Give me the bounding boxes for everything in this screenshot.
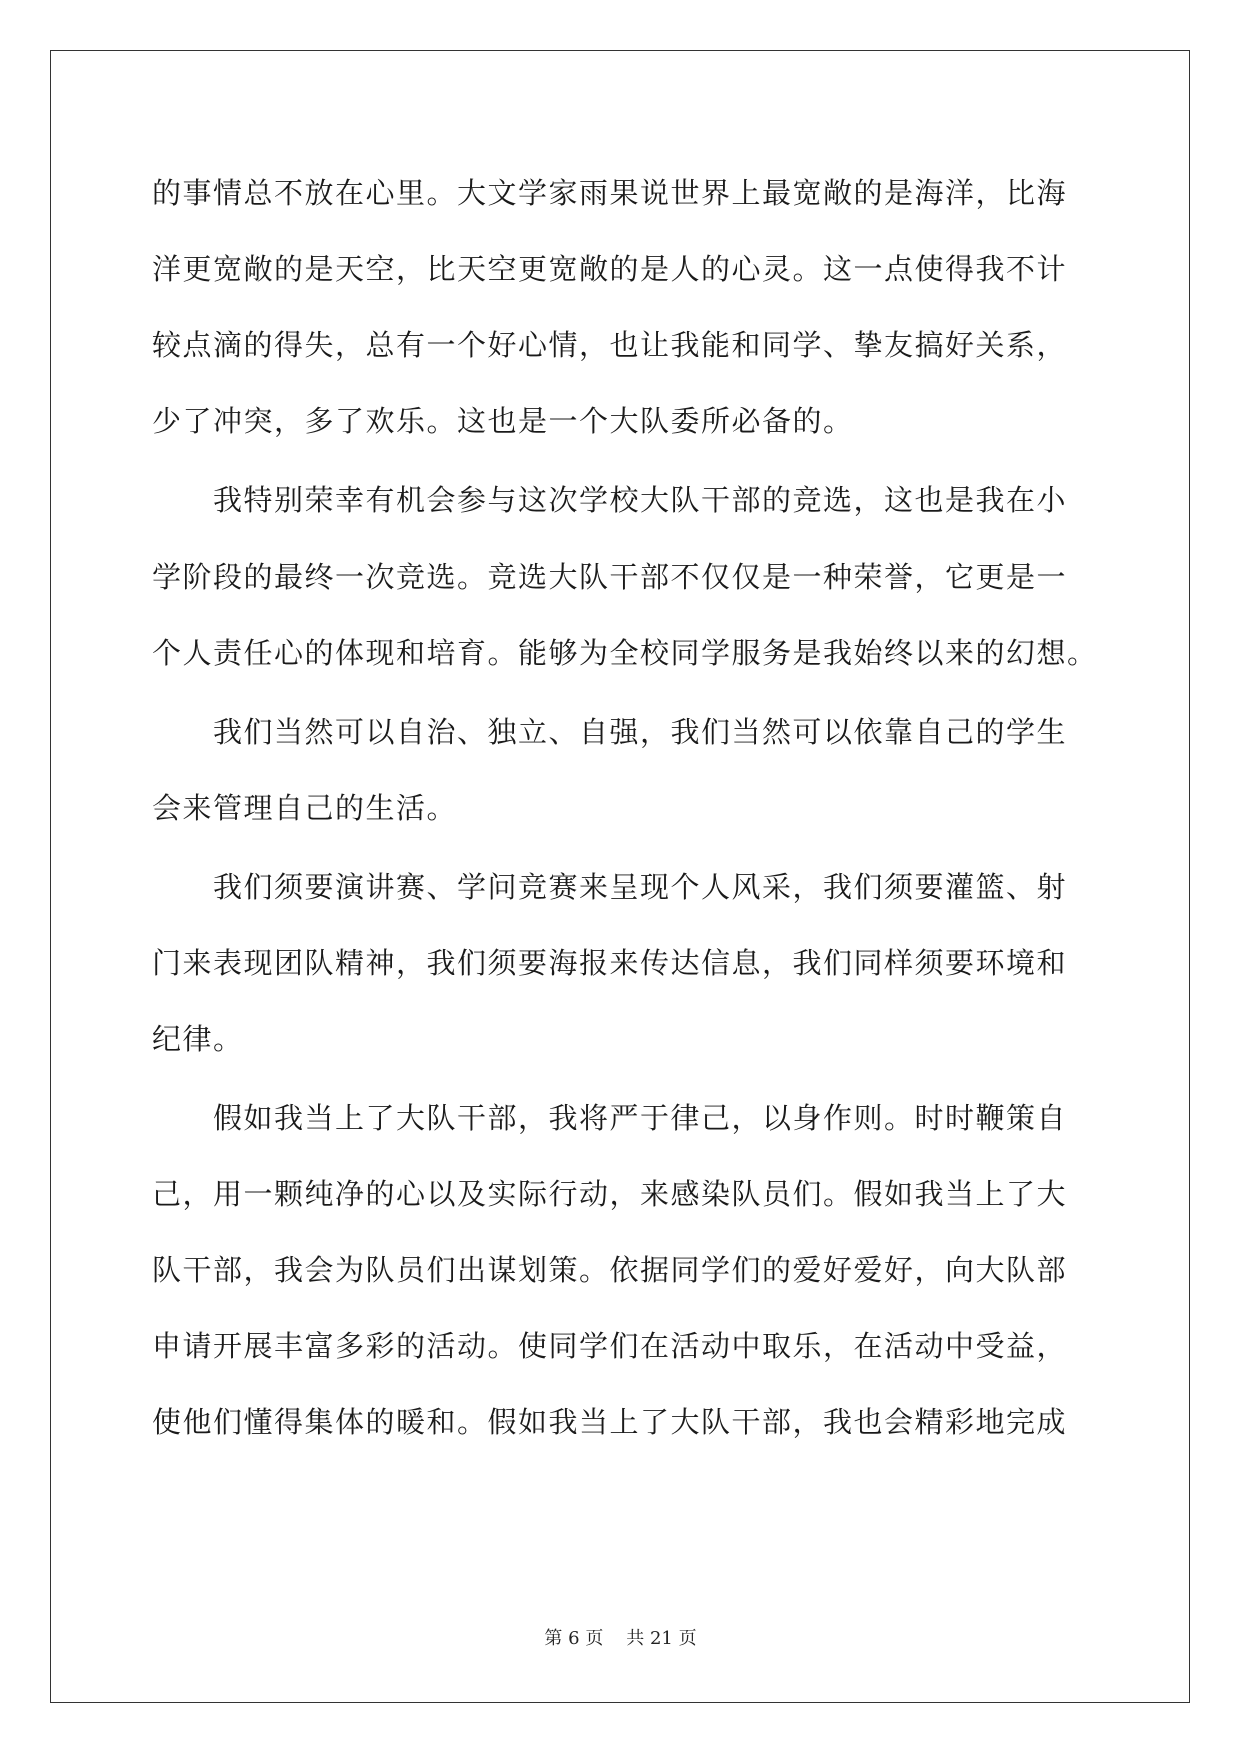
- text-line: 洋更宽敞的是天空，比天空更宽敞的是人的心灵。这一点使得我不计: [152, 252, 1068, 286]
- text-line: 门来表现团队精神，我们须要海报来传达信息，我们同样须要环境和: [152, 946, 1068, 980]
- text-line: 申请开展丰富多彩的活动。使同学们在活动中取乐，在活动中受益，: [152, 1329, 1068, 1363]
- text-line: 我们当然可以自治、独立、自强，我们当然可以依靠自己的学生: [152, 715, 1068, 749]
- text-line: 的事情总不放在心里。大文学家雨果说世界上最宽敞的是海洋，比海: [152, 176, 1068, 210]
- text-line: 个人责任心的体现和培育。能够为全校同学服务是我始终以来的幻想。: [152, 636, 1098, 670]
- text-line: 我特别荣幸有机会参与这次学校大队干部的竞选，这也是我在小: [152, 483, 1068, 517]
- text-line: 假如我当上了大队干部，我将严于律己，以身作则。时时鞭策自: [152, 1101, 1068, 1135]
- text-line: 己，用一颗纯净的心以及实际行动，来感染队员们。假如我当上了大: [152, 1177, 1068, 1211]
- page-footer: [0, 1627, 1241, 1651]
- page-number: 第 6 页: [544, 1628, 604, 1649]
- page-total: 共 21 页: [626, 1628, 697, 1649]
- text-line: 使他们懂得集体的暖和。假如我当上了大队干部，我也会精彩地完成: [152, 1405, 1068, 1439]
- text-line: 少了冲突，多了欢乐。这也是一个大队委所必备的。: [152, 404, 854, 438]
- text-line: 学阶段的最终一次竞选。竞选大队干部不仅仅是一种荣誉，它更是一: [152, 560, 1068, 594]
- text-line: 队干部，我会为队员们出谋划策。依据同学们的爱好爱好，向大队部: [152, 1253, 1068, 1287]
- text-line: 我们须要演讲赛、学问竞赛来呈现个人风采，我们须要灌篮、射: [152, 870, 1068, 904]
- text-line: 会来管理自己的生活。: [152, 791, 458, 825]
- text-line: 纪律。: [152, 1022, 244, 1056]
- text-line: 较点滴的得失，总有一个好心情，也让我能和同学、挚友搞好关系，: [152, 328, 1068, 362]
